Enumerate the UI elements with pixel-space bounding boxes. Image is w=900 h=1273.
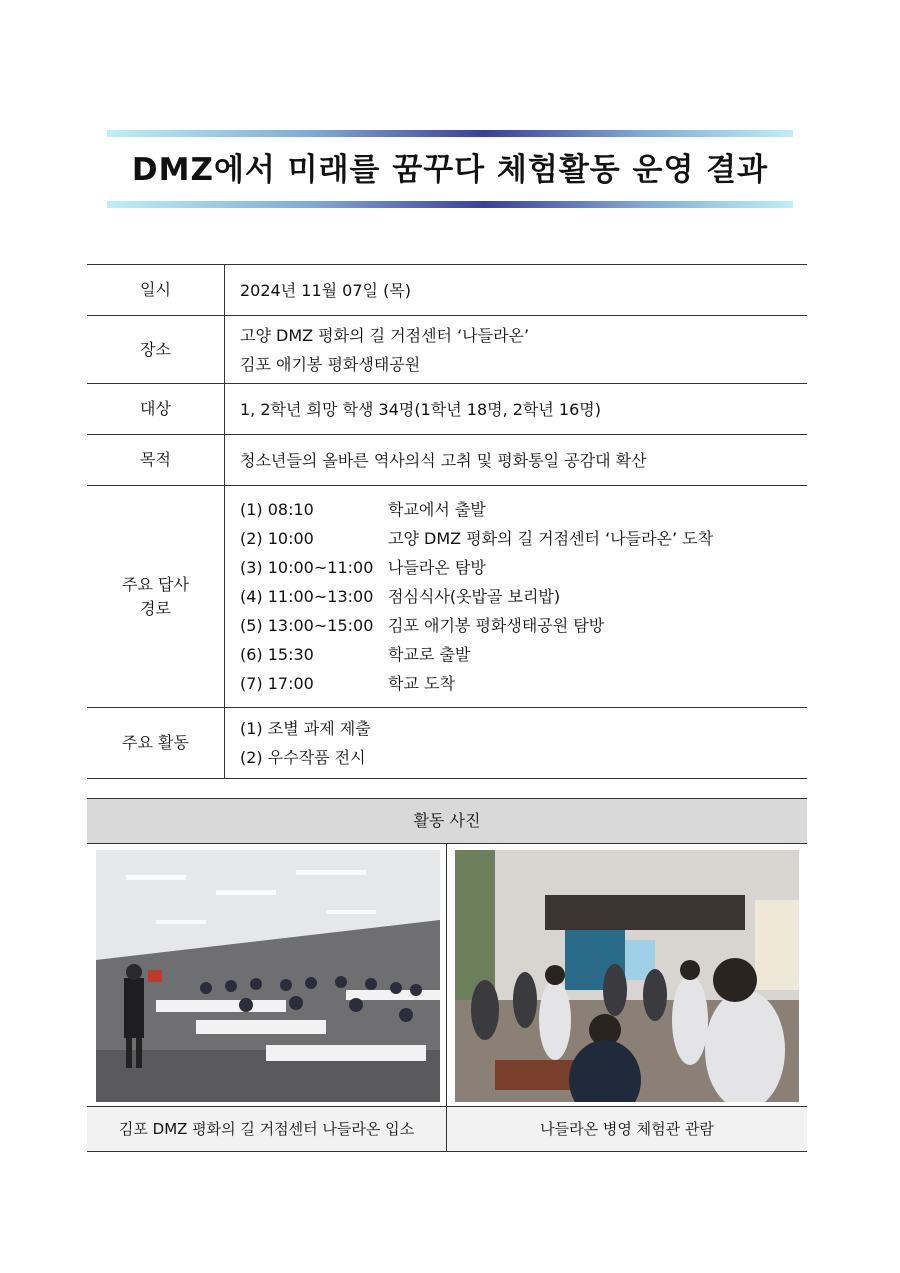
route-desc: 학교에서 출발 xyxy=(388,500,486,519)
row-place xyxy=(87,316,807,384)
activity-label: 주요 활동 xyxy=(87,708,225,779)
photo-table xyxy=(87,798,807,1152)
purpose-label: 목적 xyxy=(87,435,225,486)
page-title: DMZ에서 미래를 꿈꾸다 체험활동 운영 결과 xyxy=(131,152,769,188)
row-target xyxy=(87,384,807,435)
route-item xyxy=(240,582,807,611)
route-desc: 학교로 출발 xyxy=(388,645,471,664)
place-line-1: 고양 DMZ 평화의 길 거점센터 ‘나들라온’ xyxy=(240,325,530,345)
route-label-line-1: 주요 답사 xyxy=(122,574,189,594)
route-desc: 김포 애기봉 평화생태공원 탐방 xyxy=(388,616,605,635)
title-banner xyxy=(107,130,793,210)
route-desc: 나들라온 탐방 xyxy=(388,558,486,577)
route-time: (7) 17:00 xyxy=(240,674,314,693)
title-bar-top xyxy=(107,130,793,137)
route-time: (6) 15:30 xyxy=(240,645,314,664)
route-desc: 고양 DMZ 평화의 길 거점센터 ‘나들라온’ 도착 xyxy=(388,529,714,548)
route-item xyxy=(240,611,807,640)
route-label xyxy=(87,486,225,708)
route-time: (5) 13:00~15:00 xyxy=(240,616,374,635)
photo-row xyxy=(87,844,807,1107)
caption-left: 김포 DMZ 평화의 길 거점센터 나들라온 입소 xyxy=(87,1107,447,1151)
route-desc: 점심식사(옷밥골 보리밥) xyxy=(388,587,561,606)
row-date xyxy=(87,265,807,316)
route-item xyxy=(240,524,807,553)
photo-header: 활동 사진 xyxy=(87,799,807,844)
date-value: 2024년 11월 07일 (목) xyxy=(225,265,808,316)
photo-cell-right xyxy=(447,844,807,1106)
row-activity xyxy=(87,708,807,779)
photo-lecture-hall xyxy=(96,850,440,1102)
route-item xyxy=(240,669,807,698)
route-label-line-2: 경로 xyxy=(140,598,171,618)
info-table xyxy=(87,264,807,779)
target-value: 1, 2학년 희망 학생 34명(1학년 18명, 2학년 16명) xyxy=(225,384,808,435)
caption-row xyxy=(87,1107,807,1151)
row-purpose xyxy=(87,435,807,486)
place-label: 장소 xyxy=(87,316,225,384)
route-desc: 학교 도착 xyxy=(388,674,455,693)
purpose-value: 청소년들의 올바른 역사의식 고취 및 평화통일 공감대 확산 xyxy=(225,435,808,486)
route-item xyxy=(240,495,807,524)
route-time: (2) 10:00 xyxy=(240,529,314,548)
place-line-2: 김포 애기봉 평화생태공원 xyxy=(240,354,421,374)
photo-exhibition xyxy=(455,850,799,1102)
title-bar-bottom xyxy=(107,201,793,208)
activity-value xyxy=(225,708,808,779)
route-item xyxy=(240,640,807,669)
place-value xyxy=(225,316,808,384)
row-route xyxy=(87,486,807,708)
caption-right: 나들라온 병영 체험관 관람 xyxy=(540,1120,714,1138)
route-item xyxy=(240,553,807,582)
activity-item: (2) 우수작품 전시 xyxy=(240,748,366,767)
route-time: (4) 11:00~13:00 xyxy=(240,587,374,606)
route-time: (1) 08:10 xyxy=(240,500,314,519)
route-time: (3) 10:00~11:00 xyxy=(240,558,374,577)
photo-cell-left xyxy=(87,844,447,1106)
activity-item: (1) 조별 과제 제출 xyxy=(240,719,371,738)
date-label: 일시 xyxy=(87,265,225,316)
target-label: 대상 xyxy=(87,384,225,435)
route-value xyxy=(225,486,808,708)
